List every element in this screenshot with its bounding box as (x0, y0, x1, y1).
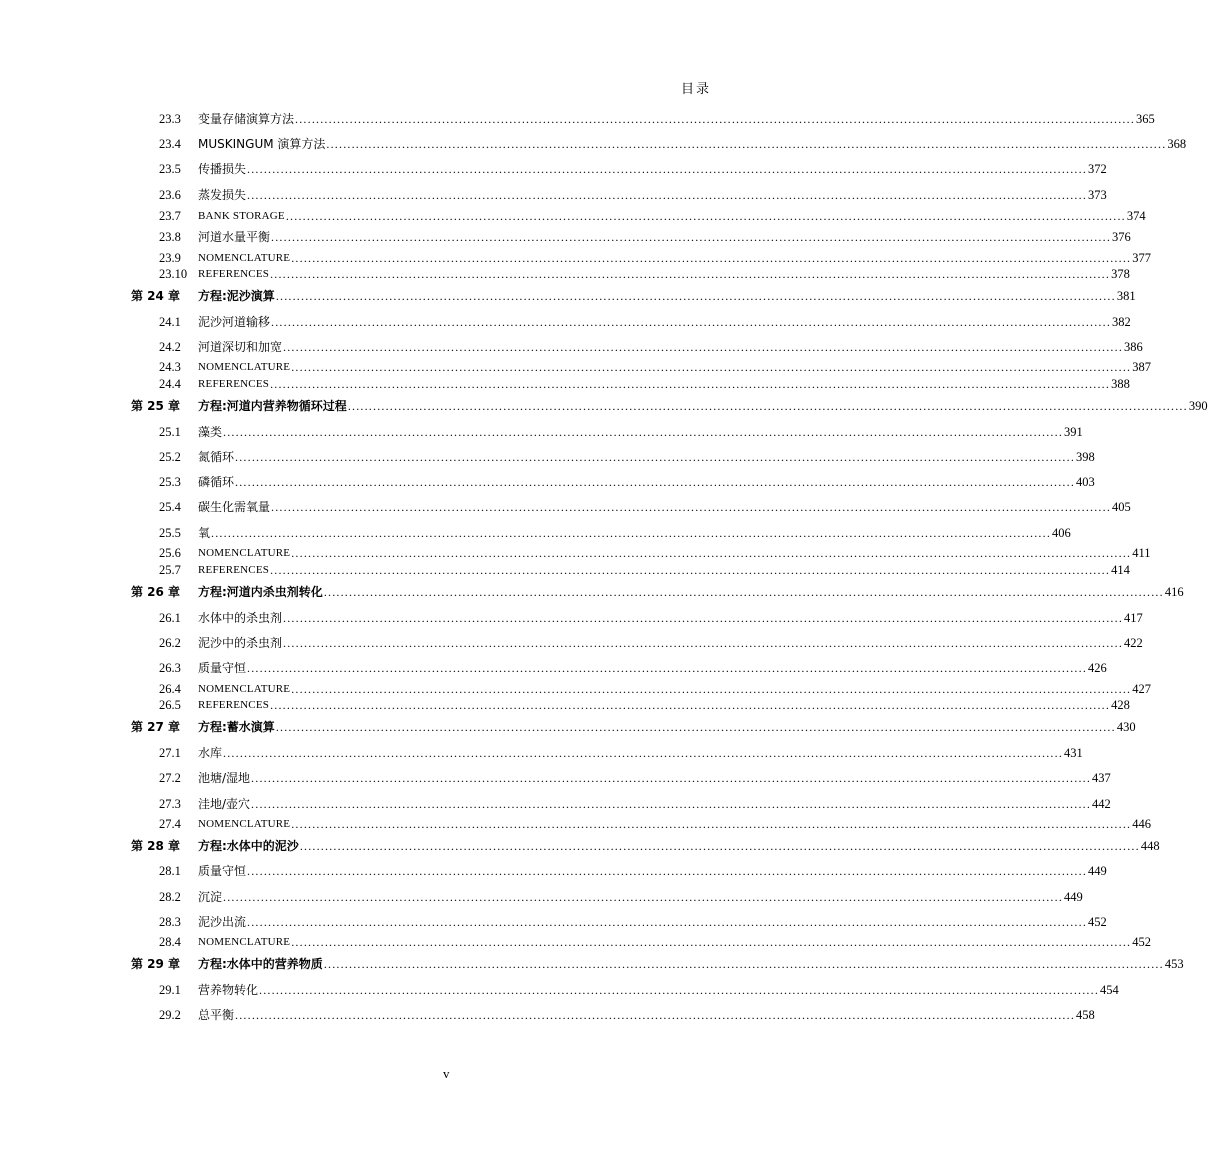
toc-section-entry[interactable] (131, 135, 1187, 151)
toc-entry-title: 池塘/湿地 (198, 771, 251, 785)
toc-entry-number: 26.1 (159, 611, 181, 625)
toc-dot-leader: ........................................................................................................................................................................................................ (326, 137, 1167, 151)
toc-dot-leader: ........................................................................................................................................................................................................ (223, 890, 1064, 904)
toc-entry-page: 430 (1116, 720, 1136, 734)
toc-entry-page: 377 (1132, 251, 1151, 265)
toc-section-entry[interactable] (131, 228, 1131, 244)
toc-section-entry[interactable] (131, 544, 1151, 560)
page-number: v (443, 1066, 450, 1081)
toc-dot-leader: ........................................................................................................................................................................................................ (291, 935, 1132, 949)
toc-entry-number: 25.5 (159, 526, 181, 540)
toc-entry-title: NOMENCLATURE (198, 361, 291, 373)
toc-entry-title: REFERENCES (198, 378, 270, 390)
toc-dot-leader: ........................................................................................................................................................................................................ (211, 526, 1052, 540)
toc-entry-page: 372 (1088, 162, 1107, 176)
toc-dot-leader: ........................................................................................................................................................................................................ (275, 289, 1116, 303)
toc-entry-title: 水库 (198, 746, 223, 760)
toc-section-entry[interactable] (131, 498, 1131, 514)
toc-entry-title: NOMENCLATURE (198, 683, 291, 695)
toc-entry-title: 质量守恒 (198, 661, 247, 675)
toc-entry-title: 河道水量平衡 (198, 230, 271, 244)
toc-entry-title: 方程:水体中的泥沙 (198, 839, 299, 853)
toc-section-entry[interactable] (131, 448, 1095, 464)
toc-dot-leader: ........................................................................................................................................................................................................ (299, 839, 1140, 853)
toc-chapter-entry[interactable] (131, 718, 1136, 734)
toc-entry-number: 第 24 章 (131, 289, 181, 303)
toc-entry-page: 442 (1092, 797, 1111, 811)
toc-entry-number: 24.2 (159, 340, 181, 354)
toc-entry-page: 448 (1140, 839, 1160, 853)
toc-entry-number: 27.3 (159, 797, 181, 811)
toc-entry-page: 388 (1111, 377, 1130, 391)
toc-section-entry[interactable] (131, 160, 1107, 176)
toc-entry-number: 第 26 章 (131, 585, 181, 599)
toc-dot-leader: ........................................................................................................................................................................................................ (270, 377, 1111, 391)
toc-entry-number: 25.4 (159, 500, 181, 514)
toc-entry-page: 365 (1136, 112, 1155, 126)
toc-entry-number: 27.4 (159, 817, 181, 831)
toc-section-entry[interactable] (131, 933, 1151, 949)
toc-dot-leader: ........................................................................................................................................................................................................ (247, 864, 1088, 878)
toc-section-entry[interactable] (131, 473, 1095, 489)
toc-entry-title: 氧 (198, 526, 211, 540)
toc-dot-leader: ........................................................................................................................................................................................................ (291, 682, 1132, 696)
toc-entry-number: 27.2 (159, 771, 181, 785)
toc-dot-leader: ........................................................................................................................................................................................................ (347, 399, 1188, 413)
toc-dot-leader: ........................................................................................................................................................................................................ (291, 817, 1132, 831)
toc-section-entry[interactable] (131, 561, 1130, 577)
toc-entry-title: 洼地/壶穴 (198, 797, 251, 811)
toc-entry-page: 403 (1076, 475, 1095, 489)
toc-entry-page: 453 (1164, 957, 1184, 971)
toc-section-entry[interactable] (131, 313, 1131, 329)
toc-dot-leader: ........................................................................................................................................................................................................ (271, 500, 1112, 514)
toc-dot-leader: ........................................................................................................................................................................................................ (271, 315, 1112, 329)
toc-chapter-entry[interactable] (131, 837, 1160, 853)
toc-dot-leader: ........................................................................................................................................................................................................ (291, 251, 1132, 265)
toc-entry-number: 24.4 (159, 377, 181, 391)
toc-entry-title: 蒸发损失 (198, 188, 247, 202)
toc-entry-title: BANK STORAGE (198, 210, 285, 222)
toc-entry-number: 26.4 (159, 682, 181, 696)
toc-entry-title: 方程:泥沙演算 (198, 289, 275, 303)
toc-section-entry[interactable] (131, 265, 1130, 281)
toc-entry-number: 26.3 (159, 661, 181, 675)
toc-entry-number: 23.4 (159, 137, 181, 151)
toc-dot-leader: ........................................................................................................................................................................................................ (291, 546, 1132, 560)
toc-entry-number: 26.2 (159, 636, 181, 650)
toc-entry-number: 25.1 (159, 425, 181, 439)
toc-entry-title: 质量守恒 (198, 864, 247, 878)
toc-entry-number: 第 28 章 (131, 839, 181, 853)
toc-dot-leader: ........................................................................................................................................................................................................ (270, 267, 1111, 281)
toc-entry-number: 23.6 (159, 188, 181, 202)
toc-section-entry[interactable] (131, 744, 1083, 760)
toc-dot-leader: ........................................................................................................................................................................................................ (223, 746, 1064, 760)
toc-entry-page: 422 (1124, 636, 1143, 650)
toc-entry-page: 449 (1088, 864, 1107, 878)
toc-entry-title: 方程:河道内杀虫剂转化 (198, 585, 323, 599)
toc-entry-title: NOMENCLATURE (198, 936, 291, 948)
toc-entry-page: 382 (1112, 315, 1131, 329)
toc-section-entry[interactable] (131, 423, 1083, 439)
toc-entry-page: 374 (1126, 209, 1146, 223)
toc-dot-leader: ........................................................................................................................................................................................................ (323, 585, 1164, 599)
toc-entry-page: 405 (1112, 500, 1131, 514)
toc-entry-page: 381 (1116, 289, 1136, 303)
toc-entry-title: 方程:水体中的营养物质 (198, 957, 323, 971)
toc-entry-number: 第 25 章 (131, 399, 181, 413)
toc-entry-title: 泥沙出流 (198, 915, 247, 929)
toc-dot-leader: ........................................................................................................................................................................................................ (247, 915, 1088, 929)
toc-entry-number: 25.7 (159, 563, 181, 577)
toc-entry-title: 磷循环 (198, 475, 235, 489)
toc-entry-page: 411 (1132, 546, 1151, 560)
toc-entry-number: 23.9 (159, 251, 181, 265)
toc-section-entry[interactable] (131, 680, 1151, 696)
toc-section-entry[interactable] (131, 249, 1151, 265)
toc-dot-leader: ........................................................................................................................................................................................................ (235, 450, 1076, 464)
toc-entry-page: 431 (1064, 746, 1083, 760)
toc-section-entry[interactable] (131, 696, 1130, 712)
toc-entry-title: REFERENCES (198, 699, 270, 711)
toc-entry-title: REFERENCES (198, 268, 270, 280)
toc-entry-page: 391 (1064, 425, 1083, 439)
toc-entry-title: 碳生化需氧量 (198, 500, 271, 514)
toc-dot-leader: ........................................................................................................................................................................................................ (275, 720, 1116, 734)
toc-entry-page: 428 (1111, 698, 1130, 712)
toc-section-entry[interactable] (131, 659, 1107, 675)
toc-dot-leader: ........................................................................................................................................................................................................ (285, 209, 1126, 223)
toc-section-entry[interactable] (131, 862, 1107, 878)
toc-entry-number: 24.3 (159, 360, 181, 374)
toc-entry-number: 29.2 (159, 1008, 181, 1022)
toc-entry-number: 28.2 (159, 890, 181, 904)
toc-section-entry[interactable] (131, 795, 1111, 811)
toc-section-entry[interactable] (131, 609, 1143, 625)
toc-section-entry[interactable] (131, 375, 1130, 391)
toc-entry-title: REFERENCES (198, 564, 270, 576)
page-header-title: 目录 (681, 82, 712, 97)
toc-dot-leader: ........................................................................................................................................................................................................ (283, 611, 1124, 625)
toc-chapter-entry[interactable] (131, 287, 1136, 303)
toc-entry-number: 23.8 (159, 230, 181, 244)
toc-entry-title: 泥沙中的杀虫剂 (198, 636, 283, 650)
toc-entry-number: 29.1 (159, 983, 181, 997)
toc-dot-leader: ........................................................................................................................................................................................................ (323, 957, 1164, 971)
toc-entry-page: 446 (1132, 817, 1151, 831)
toc-dot-leader: ........................................................................................................................................................................................................ (270, 563, 1111, 577)
toc-section-entry[interactable] (131, 207, 1146, 223)
toc-entry-page: 373 (1088, 188, 1107, 202)
toc-entry-title: 藻类 (198, 425, 223, 439)
toc-dot-leader: ........................................................................................................................................................................................................ (247, 661, 1088, 675)
toc-entry-number: 第 29 章 (131, 957, 181, 971)
toc-entry-page: 417 (1124, 611, 1143, 625)
toc-dot-leader: ........................................................................................................................................................................................................ (259, 983, 1100, 997)
toc-section-entry[interactable] (131, 815, 1151, 831)
toc-section-entry[interactable] (131, 358, 1151, 374)
toc-entry-page: 398 (1076, 450, 1095, 464)
toc-entry-title: 传播损失 (198, 162, 247, 176)
toc-entry-page: 427 (1132, 682, 1151, 696)
toc-entry-number: 23.10 (159, 267, 188, 281)
toc-entry-number: 24.1 (159, 315, 181, 329)
toc-dot-leader: ........................................................................................................................................................................................................ (295, 112, 1136, 126)
toc-chapter-entry[interactable] (131, 583, 1184, 599)
toc-dot-leader: ........................................................................................................................................................................................................ (251, 797, 1092, 811)
toc-entry-page: 426 (1088, 661, 1107, 675)
toc-entry-page: 387 (1132, 360, 1151, 374)
toc-entry-page: 390 (1188, 399, 1208, 413)
toc-dot-leader: ........................................................................................................................................................................................................ (247, 188, 1088, 202)
toc-entry-title: NOMENCLATURE (198, 547, 291, 559)
toc-dot-leader: ........................................................................................................................................................................................................ (283, 636, 1124, 650)
toc-entry-page: 449 (1064, 890, 1083, 904)
toc-entry-number: 25.3 (159, 475, 181, 489)
toc-section-entry[interactable] (131, 338, 1143, 354)
toc-entry-title: NOMENCLATURE (198, 818, 291, 830)
toc-entry-title: 总平衡 (198, 1008, 235, 1022)
toc-entry-page: 378 (1111, 267, 1130, 281)
toc-entry-title: 变量存储演算方法 (198, 112, 295, 126)
toc-section-entry[interactable] (131, 524, 1071, 540)
toc-section-entry[interactable] (131, 888, 1083, 904)
toc-entry-title: 营养物转化 (198, 983, 259, 997)
toc-entry-number: 28.1 (159, 864, 181, 878)
toc-entry-title: NOMENCLATURE (198, 252, 291, 264)
toc-section-entry[interactable] (131, 981, 1119, 997)
toc-entry-page: 416 (1164, 585, 1184, 599)
toc-chapter-entry[interactable] (131, 397, 1208, 413)
toc-entry-number: 28.3 (159, 915, 181, 929)
toc-entry-page: 368 (1167, 137, 1187, 151)
toc-chapter-entry[interactable] (131, 955, 1184, 971)
toc-dot-leader: ........................................................................................................................................................................................................ (283, 340, 1124, 354)
toc-section-entry[interactable] (131, 186, 1107, 202)
toc-entry-title: 河道深切和加宽 (198, 340, 283, 354)
toc-entry-page: 452 (1088, 915, 1107, 929)
toc-entry-number: 23.5 (159, 162, 181, 176)
toc-entry-title: 氮循环 (198, 450, 235, 464)
toc-entry-title: 方程:河道内营养物循环过程 (198, 399, 347, 413)
toc-section-entry[interactable] (131, 1006, 1095, 1022)
toc-entry-page: 386 (1124, 340, 1143, 354)
toc-entry-page: 376 (1112, 230, 1131, 244)
toc-entry-title: 泥沙河道输移 (198, 315, 271, 329)
toc-entry-number: 23.3 (159, 112, 181, 126)
toc-dot-leader: ........................................................................................................................................................................................................ (235, 1008, 1076, 1022)
toc-entry-number: 23.7 (159, 209, 181, 223)
toc-entry-number: 27.1 (159, 746, 181, 760)
toc-entry-number: 第 27 章 (131, 720, 181, 734)
toc-dot-leader: ........................................................................................................................................................................................................ (235, 475, 1076, 489)
toc-dot-leader: ........................................................................................................................................................................................................ (223, 425, 1064, 439)
toc-entry-page: 406 (1052, 526, 1071, 540)
toc-entry-title: MUSKINGUM 演算方法 (198, 137, 326, 151)
toc-entry-title: 方程:蓄水演算 (198, 720, 275, 734)
toc-dot-leader: ........................................................................................................................................................................................................ (271, 230, 1112, 244)
toc-section-entry[interactable] (131, 913, 1107, 929)
toc-entry-page: 414 (1111, 563, 1130, 577)
toc-entry-page: 458 (1076, 1008, 1095, 1022)
toc-entry-page: 437 (1092, 771, 1111, 785)
toc-entry-number: 26.5 (159, 698, 181, 712)
toc-dot-leader: ........................................................................................................................................................................................................ (247, 162, 1088, 176)
toc-entry-page: 452 (1132, 935, 1151, 949)
toc-entry-number: 28.4 (159, 935, 181, 949)
toc-dot-leader: ........................................................................................................................................................................................................ (251, 771, 1092, 785)
toc-entry-number: 25.2 (159, 450, 181, 464)
toc-dot-leader: ........................................................................................................................................................................................................ (291, 360, 1132, 374)
toc-section-entry[interactable] (131, 634, 1143, 650)
toc-section-entry[interactable] (131, 769, 1111, 785)
toc-entry-page: 454 (1100, 983, 1119, 997)
toc-entry-title: 沉淀 (198, 890, 223, 904)
toc-dot-leader: ........................................................................................................................................................................................................ (270, 698, 1111, 712)
toc-section-entry[interactable] (131, 110, 1155, 126)
toc-entry-number: 25.6 (159, 546, 181, 560)
toc-entry-title: 水体中的杀虫剂 (198, 611, 283, 625)
